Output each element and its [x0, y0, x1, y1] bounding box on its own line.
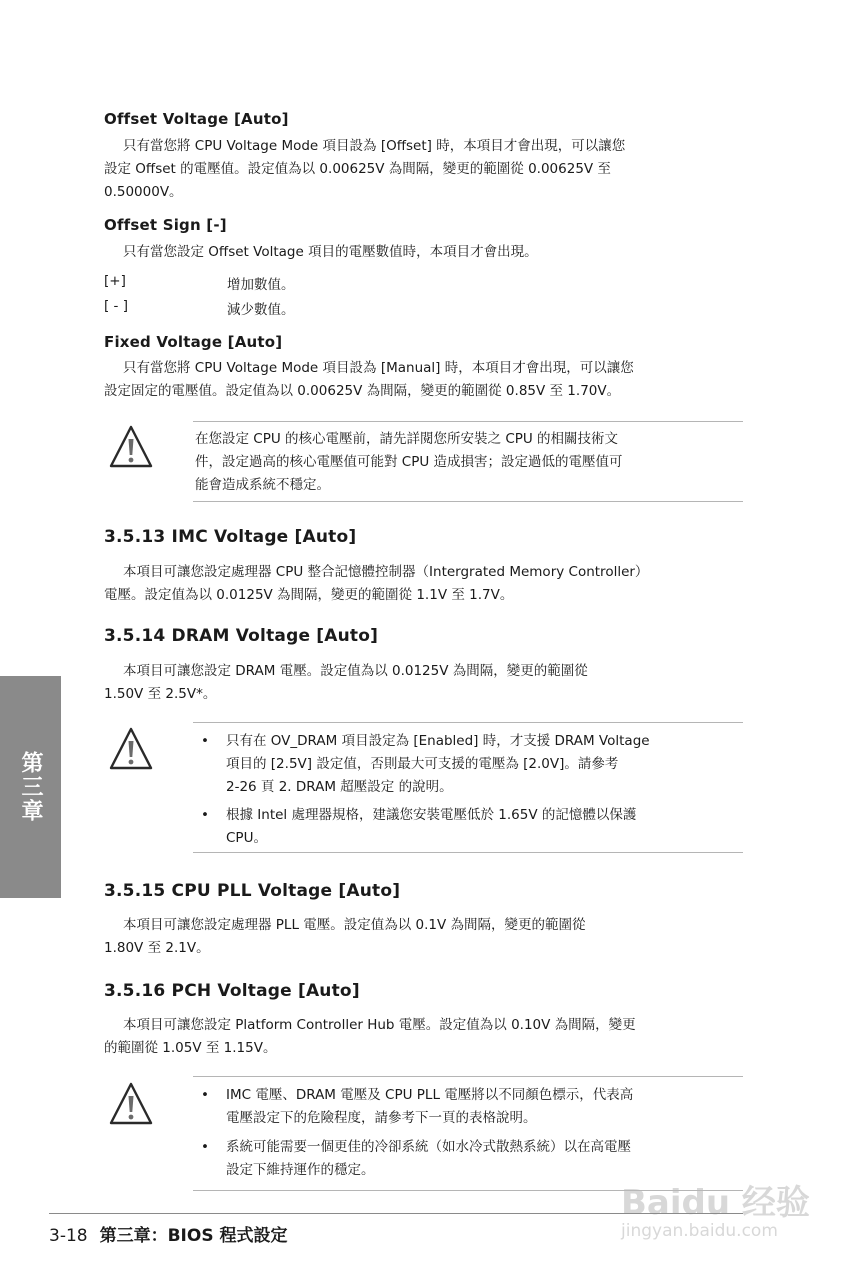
option-minus-desc: 減少數值。 [227, 302, 295, 318]
option-plus-desc: 增加數值。 [227, 277, 295, 293]
bullet-dot: • [201, 733, 209, 749]
chapter-title: 第三章：BIOS 程式設定 [99, 1226, 288, 1246]
text-line: 能會造成系統不穩定。 [195, 477, 330, 493]
note-bullet-item [195, 1084, 743, 1130]
page-footer [49, 1221, 288, 1246]
watermark-url: jingyan.baidu.com [621, 1221, 778, 1241]
text-line: 0.50000V。 [104, 184, 183, 200]
text-line: 項目的 [2.5V] 設定值，否則最大可支援的電壓為 [2.0V]。請參考 [226, 756, 619, 772]
bullet-dot: • [201, 807, 209, 823]
note-dram-overvoltage [195, 730, 743, 850]
bullet-dot: • [201, 1087, 209, 1103]
text-line: 件，設定過高的核心電壓值可能對 CPU 造成損害；設定過低的電壓值可 [195, 454, 623, 470]
imc-voltage-description [104, 561, 744, 607]
note-bullet-item [195, 804, 743, 850]
text-line: 1.50V 至 2.5V*。 [104, 686, 217, 702]
option-minus-key: [ - ] [104, 298, 128, 314]
text-line: 只有當您將 CPU Voltage Mode 項目設為 [Manual] 時，本項目才會出現，可以讓您 [123, 360, 634, 376]
warning-icon [108, 1081, 154, 1127]
imc-voltage-heading: 3.5.13 IMC Voltage [Auto] [104, 527, 357, 547]
offset-voltage-heading: Offset Voltage [Auto] [104, 110, 289, 128]
baidu-watermark-logo [613, 1175, 813, 1255]
offset-sign-heading: Offset Sign [-] [104, 216, 227, 234]
text-line: CPU。 [226, 830, 267, 846]
chapter-side-tab [0, 676, 61, 898]
note-bottom-rule [193, 852, 743, 853]
note-voltage-color-warning [195, 1084, 743, 1182]
watermark-brand: Baidu 经验 [621, 1183, 810, 1223]
warning-icon [108, 726, 154, 772]
offset-sign-description [104, 241, 744, 264]
cpu-pll-voltage-heading: 3.5.15 CPU PLL Voltage [Auto] [104, 881, 401, 901]
pch-voltage-heading: 3.5.16 PCH Voltage [Auto] [104, 981, 360, 1001]
note-top-rule [193, 722, 743, 723]
text-line: 只有在 OV_DRAM 項目設定為 [Enabled] 時，才支援 DRAM Voltage [226, 733, 650, 749]
note-bottom-rule [193, 501, 743, 502]
fixed-voltage-description [104, 357, 744, 403]
offset-voltage-description [104, 135, 744, 204]
text-line: 設定下維持運作的穩定。 [226, 1162, 375, 1178]
note-top-rule [193, 1076, 743, 1077]
text-line: 的範圍從 1.05V 至 1.15V。 [104, 1040, 277, 1056]
dram-voltage-heading: 3.5.14 DRAM Voltage [Auto] [104, 626, 379, 646]
pch-voltage-description [104, 1014, 744, 1060]
note-top-rule [193, 421, 743, 422]
text-line: 本項目可讓您設定 Platform Controller Hub 電壓。設定值為以 0.10V 為間隔，變更 [123, 1017, 636, 1033]
bullet-dot: • [201, 1139, 209, 1155]
fixed-voltage-heading: Fixed Voltage [Auto] [104, 333, 283, 351]
dram-voltage-description [104, 660, 744, 706]
text-line: 設定 Offset 的電壓值。設定值為以 0.00625V 為間隔，變更的範圍從 0.00625V 至 [104, 161, 611, 177]
text-line: 本項目可讓您設定處理器 PLL 電壓。設定值為以 0.1V 為間隔，變更的範圍從 [123, 917, 586, 933]
footer-rule [49, 1213, 743, 1214]
note-cpu-voltage-warning [195, 428, 743, 497]
text-line: 只有當您將 CPU Voltage Mode 項目設為 [Offset] 時，本項目才會出現，可以讓您 [123, 138, 626, 154]
text-line: 只有當您設定 Offset Voltage 項目的電壓數值時，本項目才會出現。 [123, 244, 538, 260]
text-line: 本項目可讓您設定處理器 CPU 整合記憶體控制器（Intergrated Memory Controller） [123, 564, 649, 580]
note-bullet-item [195, 730, 743, 799]
warning-icon [108, 424, 154, 470]
text-line: IMC 電壓、DRAM 電壓及 CPU PLL 電壓將以不同顏色標示，代表高 [226, 1087, 634, 1103]
cpu-pll-voltage-description [104, 914, 744, 960]
text-line: 在您設定 CPU 的核心電壓前，請先詳閱您所安裝之 CPU 的相關技術文 [195, 431, 619, 447]
text-line: 2-26 頁 2. DRAM 超壓設定 的說明。 [226, 779, 453, 795]
text-line: 系統可能需要一個更佳的冷卻系統（如水冷式散熱系統）以在高電壓 [226, 1139, 631, 1155]
text-line: 1.80V 至 2.1V。 [104, 940, 210, 956]
text-line: 本項目可讓您設定 DRAM 電壓。設定值為以 0.0125V 為間隔，變更的範圍從 [123, 663, 588, 679]
text-line: 電壓設定下的危險程度，請參考下一頁的表格說明。 [226, 1110, 537, 1126]
text-line: 設定固定的電壓值。設定值為以 0.00625V 為間隔，變更的範圍從 0.85V 至 1.70V。 [104, 383, 621, 399]
chapter-side-tab-label: 第三章 [18, 751, 43, 823]
text-line: 根據 Intel 處理器規格，建議您安裝電壓低於 1.65V 的記憶體以保護 [226, 807, 637, 823]
text-line: 電壓。設定值為以 0.0125V 為間隔，變更的範圍從 1.1V 至 1.7V。 [104, 587, 514, 603]
page-number: 3-18 [49, 1226, 88, 1246]
option-plus-key: [+] [104, 273, 126, 289]
